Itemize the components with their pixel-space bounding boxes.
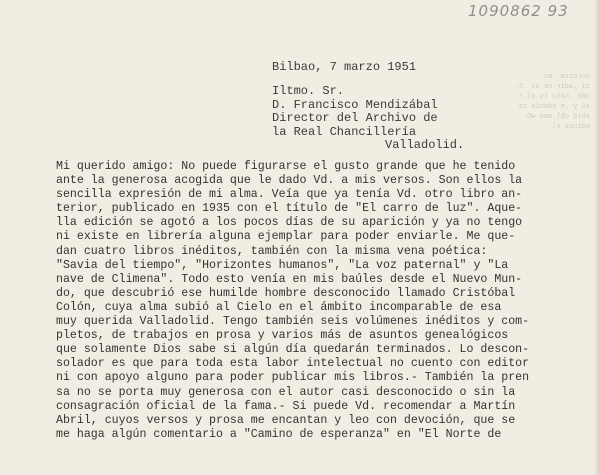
body-line: que solamente Dios sabe si algún día quedarán terminados. Lo descon-	[56, 343, 530, 357]
body-line: sencilla expresión de mi alma. Veía que ya tenía Vd. otro libro an-	[56, 188, 523, 202]
body-line: me haga algún comentario a "Camino de esperanza" en "El Norte de	[56, 427, 502, 441]
body-line: do, que descubrió ese humilde hombre desconocido llamado Cristóbal	[56, 286, 516, 300]
body-line: ni con apoyo alguno para poder publicar mis libros.- También la pren	[56, 371, 530, 385]
recipient-address	[272, 85, 464, 153]
body-line: dan cuatro libros inéditos, también con la misma vena poética:	[56, 244, 488, 258]
body-line: lla edición se agotó a los pocos días de su aparición y ya no tengo	[56, 216, 523, 230]
body-line: sa no se porta muy generosa con el autor casi desconocido o sin la	[56, 385, 516, 399]
bleed-through-text: ooroisa. mo sí ,adir ne si .C- odó ,hatu ts ol r sú y ,e sdonia cs abid ubl omo wO. odiuos ol	[514, 73, 590, 131]
page-edge-shadow	[594, 0, 600, 475]
letter-date: Bilbao, 7 marzo 1951	[272, 60, 417, 74]
body-line: terior, publicado en 1935 con el título de "El carro de luz". Aque-	[56, 202, 523, 216]
recipient-title-line1: Director del Archivo de	[272, 111, 438, 125]
body-line: solador es que para toda esta labor intelectual no cuento con editor	[56, 357, 530, 371]
body-line: Mi querido amigo: No puede figurarse el gusto grande que he tenido	[56, 160, 516, 173]
body-line: pletos, de trabajos en prosa y varios más de asuntos genealógicos	[56, 329, 509, 343]
body-line: muy querida Valladolid. Tengo también seis volúmenes inéditos y com-	[56, 315, 530, 329]
recipient-title-line2: la Real Chancillería	[272, 124, 417, 139]
body-line: consagración oficial de la fama.- Si puede Vd. recomendar a Martín	[56, 399, 516, 413]
catalog-number: 1090862 93	[468, 2, 569, 20]
recipient-name: D. Francisco Mendizábal	[272, 97, 438, 112]
recipient-salutation: Iltmo. Sr.	[272, 84, 345, 98]
body-line: nave de Climena". Todo esto venía en mis baúles desde el Nuevo Mun-	[56, 272, 523, 286]
recipient-city: Valladolid.	[385, 138, 465, 152]
body-line: Colón, cuya alma subió al Cielo en el ámbito incomparable de esa	[56, 300, 502, 314]
body-line: ante la generosa acogida que le dado Vd. a mis versos. Son ellos la	[56, 174, 523, 188]
letter-body	[56, 160, 576, 442]
body-line: "Savia del tiempo", "Horizontes humanos", "La voz paternal" y "La	[56, 258, 509, 272]
body-line: Abril, cuyos versos y prosa me encantan y leo con devoción, que se	[56, 413, 516, 427]
body-line: ni existe en librería alguna ejemplar para poder enviarle. Me que-	[56, 230, 516, 244]
